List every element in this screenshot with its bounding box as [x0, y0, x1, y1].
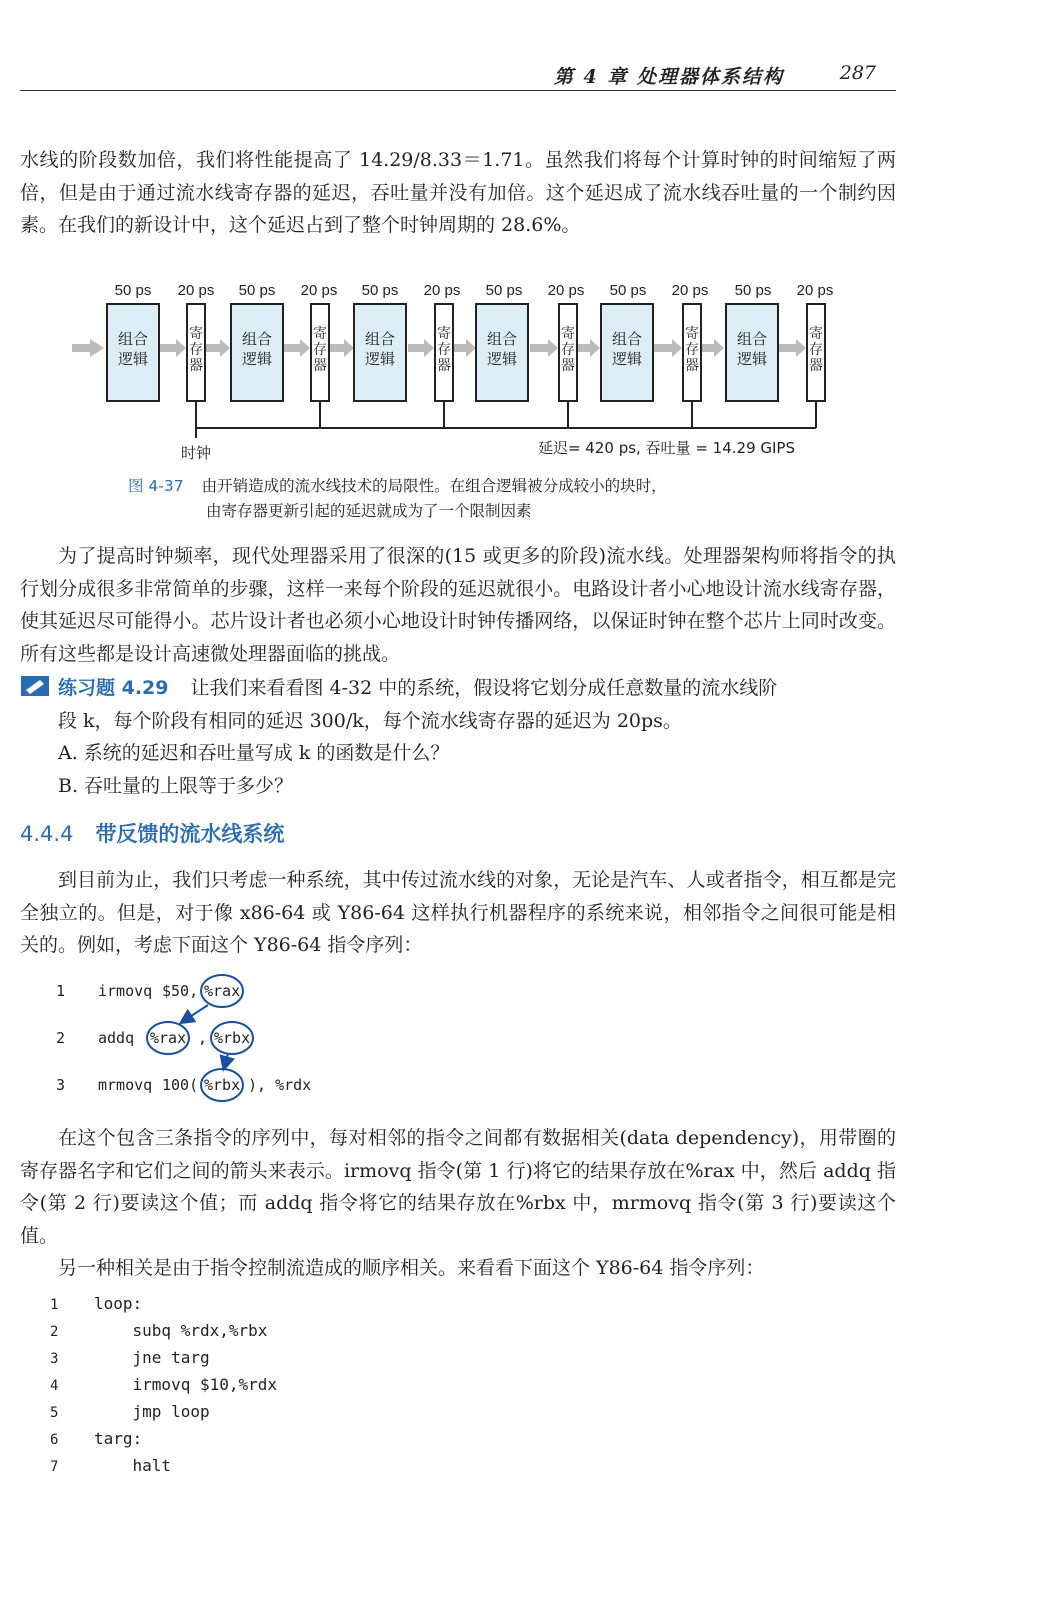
svg-text:组合: 组合: [117, 330, 149, 348]
stage-delay-label: 50 ps: [361, 282, 399, 299]
svg-text:存: 存: [685, 342, 699, 358]
page-number: 287: [839, 62, 876, 84]
latency-throughput-summary: 延迟= 420 ps, 吞吐量 = 14.29 GIPS: [537, 439, 795, 457]
flow-arrow-icon: [454, 339, 476, 357]
paragraph-1: 水线的阶段数加倍，我们将性能提高了 14.29/8.33＝1.71。虽然我们将每个计算时钟的时间缩短了两倍，但是由于通过流水线寄存器的延迟，吞吐量并没有加倍。这个延迟成了流水线吞吐量的一个制约因素。在我们的新设计中，这个延迟占到了整个时钟周期的 28.6%。: [20, 149, 896, 236]
svg-text:器: 器: [313, 358, 327, 374]
register-rbx: %rbx: [204, 1076, 241, 1094]
svg-text:寄: 寄: [809, 326, 823, 342]
paragraph-4: 在这个包含三条指令的序列中，每对相邻的指令之间都有数据相关(data dependency)，用带圈的寄存器名字和它们之间的箭头来表示。irmovq 指令(第 1 行)将它的结果存放在%rax 中，然后 addq 指令(第 2 行)要读这个值；而 addq 指令将它的结果存放在%rbx 中，mrmovq 指令(第 3 行)要读这个值。: [20, 1127, 896, 1247]
svg-text:器: 器: [561, 358, 575, 374]
svg-text:存: 存: [437, 342, 451, 358]
page-header: [20, 56, 896, 91]
reg-delay-label: 20 ps: [547, 282, 585, 299]
svg-text:逻辑: 逻辑: [241, 350, 273, 368]
exercise-text-line1: 让我们来看看图 4-32 中的系统，假设将它划分成任意数量的流水线阶: [190, 677, 778, 699]
svg-text:组合: 组合: [611, 330, 643, 348]
svg-text:组合: 组合: [736, 330, 768, 348]
flow-arrow-icon: [160, 339, 186, 357]
svg-text:存: 存: [189, 342, 203, 358]
circle-rax: [147, 1022, 189, 1054]
code-line: 6 targ:: [50, 1429, 143, 1448]
code-line: 4 irmovq $10,%rdx: [50, 1375, 278, 1394]
section-title: 带反馈的流水线系统: [95, 822, 285, 846]
register-rbx: %rbx: [214, 1029, 251, 1047]
paragraph-3: 到目前为止，我们只考虑一种系统，其中传过流水线的对象，无论是汽车、人或者指令，相互都是完全独立的。但是，对于像 x86-64 或 Y86-64 这样执行机器程序的系统来说，相邻指令之间很可能是相关的。例如，考虑下面这个 Y86-64 指令序列：: [20, 869, 896, 956]
flow-arrow-icon: [578, 339, 600, 357]
svg-text:存: 存: [561, 342, 575, 358]
section-heading: [20, 818, 284, 848]
code-line: 3 jne targ: [50, 1348, 210, 1367]
code-line: 7 halt: [50, 1456, 172, 1475]
flow-arrow-icon: [408, 339, 434, 357]
stage-delay-label: 50 ps: [734, 282, 772, 299]
svg-text:器: 器: [189, 358, 203, 374]
flow-arrow-icon: [654, 339, 682, 357]
exercise-question-b: B. 吞吐量的上限等于多少？: [58, 774, 294, 797]
code-line: 1 loop:: [50, 1294, 143, 1313]
paragraph-5: 另一种相关是由于指令控制流造成的顺序相关。来看看下面这个 Y86-64 指令序列：: [58, 1257, 765, 1279]
svg-text:逻辑: 逻辑: [611, 350, 643, 368]
pipeline-figure: [60, 278, 860, 468]
flow-arrow-icon: [206, 339, 230, 357]
flow-arrow-icon: [284, 339, 310, 357]
flow-arrow-icon: [702, 339, 724, 357]
register-rax: %rax: [150, 1029, 187, 1047]
svg-text:寄: 寄: [313, 326, 327, 342]
exercise-title: 练习题 4.29: [58, 677, 169, 699]
chapter-title: 第 4 章 处理器体系结构: [553, 66, 784, 88]
stage-delay-label: 50 ps: [485, 282, 523, 299]
exercise-text-line2: 段 k，每个阶段有相同的延迟 300/k，每个流水线寄存器的延迟为 20ps。: [58, 709, 682, 732]
circle-rbx: [201, 1069, 243, 1101]
register-rax: %rax: [204, 982, 241, 1000]
code-listing-control: [50, 1290, 277, 1479]
reg-delay-label: 20 ps: [671, 282, 709, 299]
svg-text:存: 存: [313, 342, 327, 358]
code-line: 2 subq %rdx,%rbx: [50, 1321, 268, 1340]
stage-delay-label: 50 ps: [238, 282, 276, 299]
svg-text:寄: 寄: [437, 326, 451, 342]
dependency-arrow: [182, 1005, 208, 1022]
svg-text:组合: 组合: [486, 330, 518, 348]
dependency-arrow: [224, 1054, 228, 1068]
svg-text:逻辑: 逻辑: [364, 350, 396, 368]
flow-arrow-icon: [330, 339, 354, 357]
flow-arrow-icon: [778, 339, 806, 357]
svg-text:寄: 寄: [189, 326, 203, 342]
stage-delay-label: 50 ps: [609, 282, 647, 299]
exercise-pencil-icon: [20, 675, 50, 697]
figure-label: 图 4-37: [128, 477, 184, 495]
flow-arrow-icon: [530, 339, 558, 357]
svg-text:逻辑: 逻辑: [117, 350, 149, 368]
figure-caption: 图 4-37 由开销造成的流水线技术的局限性。在组合逻辑被分成较小的块时， 由寄存器更新引起的延迟就成为了一个限制因素: [128, 477, 667, 520]
svg-text:组合: 组合: [364, 330, 396, 348]
reg-delay-label: 20 ps: [177, 282, 215, 299]
exercise-question-a: A. 系统的延迟和吞吐量写成 k 的函数是什么？: [58, 742, 450, 764]
reg-delay-label: 20 ps: [796, 282, 834, 299]
svg-text:存: 存: [809, 342, 823, 358]
clock-label: 时钟: [180, 444, 212, 462]
circle-rax: [201, 975, 243, 1007]
svg-text:器: 器: [437, 358, 451, 374]
svg-text:逻辑: 逻辑: [486, 350, 518, 368]
svg-text:逻辑: 逻辑: [736, 350, 768, 368]
svg-text:寄: 寄: [685, 326, 699, 342]
stage-delay-label: 50 ps: [114, 282, 152, 299]
svg-text:寄: 寄: [561, 326, 575, 342]
paragraph-2: 为了提高时钟频率，现代处理器采用了很深的(15 或更多的阶段)流水线。处理器架构师将指令的执行划分成很多非常简单的步骤，这样一来每个阶段的延迟就很小。电路设计者小心地设计流水线寄存器，使其延迟尽可能得小。芯片设计者也必须小心地设计时钟传播网络，以保证时钟在整个芯片上同时改变。所有这些都是设计高速微处理器面临的挑战。: [20, 545, 896, 665]
svg-text:器: 器: [685, 358, 699, 374]
code-line: 5 jmp loop: [50, 1402, 210, 1421]
svg-text:器: 器: [809, 358, 823, 374]
clock-network: [196, 401, 816, 438]
reg-delay-label: 20 ps: [300, 282, 338, 299]
dependency-arrows: [56, 972, 316, 1112]
svg-text:组合: 组合: [241, 330, 273, 348]
flow-arrow-icon: [72, 339, 104, 357]
reg-delay-label: 20 ps: [423, 282, 461, 299]
circle-rbx: [211, 1022, 253, 1054]
exercise-block: [20, 672, 896, 802]
section-number: 4.4.4: [20, 822, 74, 846]
